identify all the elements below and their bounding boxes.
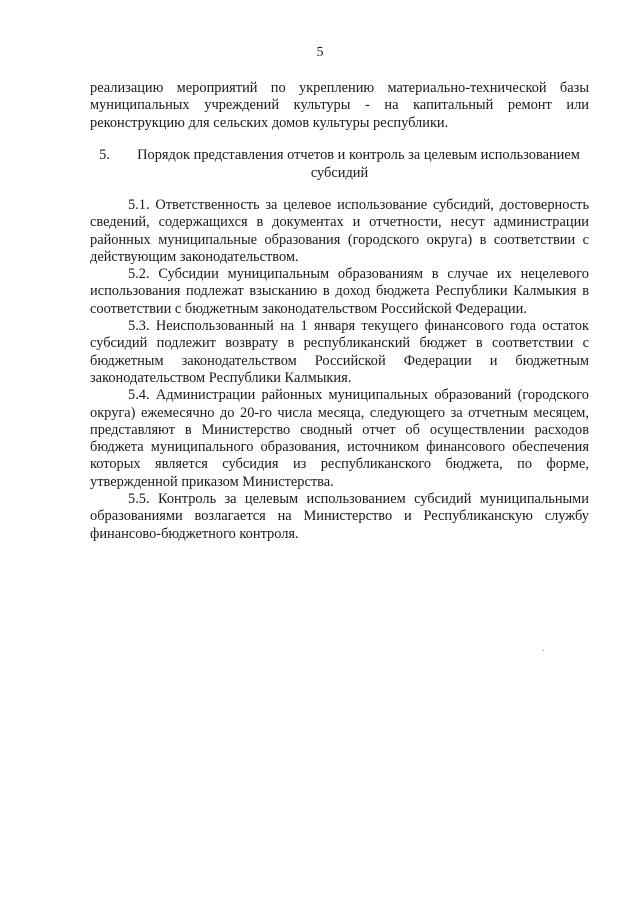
intro-paragraph: реализацию мероприятий по укреплению материально-технической базы муниципальных учреждений культуры - на капитальный ремонт или реконструкцию для сельских домов культуры республики. xyxy=(90,80,589,131)
clause-text: Администрации районных муниципальных образований (городского округа) ежемесячно до 20-го числа месяца, следующего за отчетным месяцем, представляют в Министерство сводный отчет об осуществлении расходов бюджета муниципального образования, источником финансового обеспечения которых является субсидия из республиканского бюджета, по форме, утвержденной приказом Министерства. xyxy=(90,387,589,490)
clause-paragraph xyxy=(90,387,589,491)
clause-number: 5.3. xyxy=(128,318,150,335)
clauses-block xyxy=(90,197,589,543)
section-number: 5. xyxy=(99,147,110,163)
clause-text: Субсидии муниципальным образованиям в случае их нецелевого использования подлежат взысканию в доход бюджета Республики Калмыкия в соответствии с бюджетным законодательством Российской Федерации. xyxy=(90,266,589,317)
scan-speck xyxy=(543,650,544,651)
clause-text: Ответственность за целевое использование субсидий, достоверность сведений, содержащихся в документах и отчетности, несут администрации районных муниципальные образования (городского округа) в соответствии с действующим законодательством. xyxy=(90,197,590,265)
clause-text: Неиспользованный на 1 января текущего финансового года остаток субсидий подлежит возврату в республиканский бюджет в соответствии с бюджетным законодательством Российской Федерации и бюджетным законодательством Республики Калмыкия. xyxy=(90,318,589,386)
clause-number: 5.4. xyxy=(128,387,150,404)
clause-paragraph xyxy=(90,266,589,318)
clause-number: 5.5. xyxy=(128,491,150,508)
clause-number: 5.2. xyxy=(128,266,150,283)
page-number: 5 xyxy=(316,45,324,60)
clause-paragraph xyxy=(90,491,589,543)
clause-paragraph xyxy=(90,318,589,387)
section-heading xyxy=(90,147,589,182)
section-title: Порядок представления отчетов и контроль за целевым использованием субсидий xyxy=(137,147,580,181)
clause-paragraph xyxy=(90,197,589,266)
intro-block xyxy=(90,80,589,132)
clause-text: Контроль за целевым использованием субсидий муниципальными образованиями возлагается на Министерство и Республиканскую службу финансово-бюджетного контроля. xyxy=(90,491,589,542)
clause-number: 5.1. xyxy=(128,197,150,213)
